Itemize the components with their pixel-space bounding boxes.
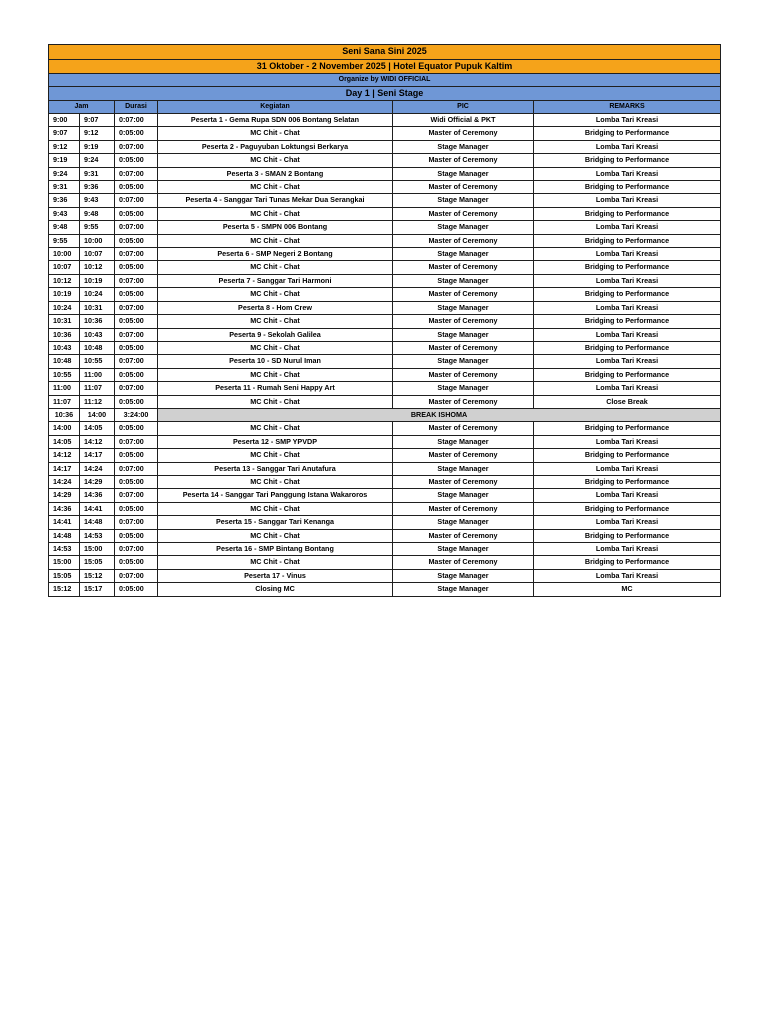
duration: 0:07:00: [115, 221, 158, 234]
duration: 0:05:00: [115, 127, 158, 140]
end-time: 15:17: [80, 583, 115, 596]
end-time: 9:19: [80, 140, 115, 153]
title-row: [49, 45, 721, 60]
col-header-jam: Jam: [49, 101, 115, 114]
duration: 0:07:00: [115, 435, 158, 448]
duration: 0:07:00: [115, 516, 158, 529]
pic: Stage Manager: [393, 328, 534, 341]
activity: Closing MC: [158, 583, 393, 596]
pic: Master of Ceremony: [393, 556, 534, 569]
start-time: 14:05: [49, 435, 80, 448]
start-time: 14:41: [49, 516, 80, 529]
start-time: 10:19: [49, 288, 80, 301]
activity: Peserta 12 - SMP YPVDP: [158, 435, 393, 448]
end-time: 10:43: [80, 328, 115, 341]
remarks: Bridging to Performance: [534, 181, 721, 194]
table-row: [49, 248, 721, 261]
rundown-table: [48, 44, 721, 597]
remarks: Bridging to Performance: [534, 154, 721, 167]
activity: MC Chit - Chat: [158, 422, 393, 435]
end-time: 14:36: [80, 489, 115, 502]
duration: 0:05:00: [115, 583, 158, 596]
end-time: 14:12: [80, 435, 115, 448]
start-time: 9:07: [49, 127, 80, 140]
table-row: [49, 368, 721, 381]
start-time: 10:36: [49, 408, 80, 421]
duration: 0:07:00: [115, 569, 158, 582]
activity: MC Chit - Chat: [158, 234, 393, 247]
remarks: Lomba Tari Kreasi: [534, 114, 721, 127]
activity: Peserta 3 - SMAN 2 Bontang: [158, 167, 393, 180]
activity: MC Chit - Chat: [158, 341, 393, 354]
table-row: [49, 315, 721, 328]
remarks: MC: [534, 583, 721, 596]
start-time: 9:00: [49, 114, 80, 127]
start-time: 14:53: [49, 543, 80, 556]
remarks: Lomba Tari Kreasi: [534, 489, 721, 502]
col-header-kegiatan: Kegiatan: [158, 101, 393, 114]
end-time: 9:12: [80, 127, 115, 140]
activity: Peserta 10 - SD Nurul Iman: [158, 355, 393, 368]
start-time: 14:36: [49, 502, 80, 515]
end-time: 14:29: [80, 475, 115, 488]
remarks: Lomba Tari Kreasi: [534, 328, 721, 341]
start-time: 11:07: [49, 395, 80, 408]
activity: Peserta 4 - Sanggar Tari Tunas Mekar Dua Serangkai: [158, 194, 393, 207]
col-header-pic: PIC: [393, 101, 534, 114]
table-row: [49, 516, 721, 529]
duration: 0:05:00: [115, 181, 158, 194]
start-time: 14:12: [49, 449, 80, 462]
remarks: Bridging to Performance: [534, 341, 721, 354]
table-row: [49, 221, 721, 234]
remarks: Lomba Tari Kreasi: [534, 355, 721, 368]
start-time: 14:00: [49, 422, 80, 435]
pic: Stage Manager: [393, 489, 534, 502]
end-time: 10:19: [80, 274, 115, 287]
start-time: 14:24: [49, 475, 80, 488]
start-time: 9:55: [49, 234, 80, 247]
remarks: Lomba Tari Kreasi: [534, 569, 721, 582]
start-time: 9:19: [49, 154, 80, 167]
start-time: 14:17: [49, 462, 80, 475]
end-time: 9:36: [80, 181, 115, 194]
end-time: 10:07: [80, 248, 115, 261]
pic: Stage Manager: [393, 140, 534, 153]
start-time: 9:31: [49, 181, 80, 194]
remarks: Lomba Tari Kreasi: [534, 248, 721, 261]
pic: Master of Ceremony: [393, 154, 534, 167]
start-time: 14:48: [49, 529, 80, 542]
duration: 0:07:00: [115, 382, 158, 395]
table-row: [49, 234, 721, 247]
pic: Stage Manager: [393, 274, 534, 287]
pic: Master of Ceremony: [393, 395, 534, 408]
end-time: 10:12: [80, 261, 115, 274]
duration: 0:07:00: [115, 355, 158, 368]
activity: MC Chit - Chat: [158, 368, 393, 381]
pic: Master of Ceremony: [393, 529, 534, 542]
activity: MC Chit - Chat: [158, 181, 393, 194]
event-title: Seni Sana Sini 2025: [49, 45, 721, 60]
start-time: 15:12: [49, 583, 80, 596]
remarks: Lomba Tari Kreasi: [534, 301, 721, 314]
pic: Stage Manager: [393, 462, 534, 475]
start-time: 10:55: [49, 368, 80, 381]
activity: Peserta 14 - Sanggar Tari Panggung Istana Wakaroros: [158, 489, 393, 502]
start-time: 10:12: [49, 274, 80, 287]
activity: Peserta 8 - Hom Crew: [158, 301, 393, 314]
end-time: 15:05: [80, 556, 115, 569]
pic: Stage Manager: [393, 435, 534, 448]
table-row: [49, 462, 721, 475]
remarks: Close Break: [534, 395, 721, 408]
table-row: [49, 583, 721, 596]
date-venue-row: [49, 59, 721, 74]
pic: Master of Ceremony: [393, 234, 534, 247]
end-time: 14:05: [80, 422, 115, 435]
start-time: 9:36: [49, 194, 80, 207]
start-time: 10:36: [49, 328, 80, 341]
pic: Master of Ceremony: [393, 449, 534, 462]
col-header-remarks: REMARKS: [534, 101, 721, 114]
table-row: [49, 449, 721, 462]
remarks: Bridging to Performance: [534, 449, 721, 462]
remarks: Lomba Tari Kreasi: [534, 462, 721, 475]
activity: MC Chit - Chat: [158, 529, 393, 542]
activity: MC Chit - Chat: [158, 449, 393, 462]
duration: 0:05:00: [115, 502, 158, 515]
table-row: [49, 301, 721, 314]
table-row: [49, 261, 721, 274]
activity: MC Chit - Chat: [158, 502, 393, 515]
remarks: Bridging to Performance: [534, 502, 721, 515]
table-row: [49, 543, 721, 556]
table-row: [49, 382, 721, 395]
end-time: 9:24: [80, 154, 115, 167]
start-time: 10:07: [49, 261, 80, 274]
remarks: Lomba Tari Kreasi: [534, 516, 721, 529]
activity: Peserta 17 - Vinus: [158, 569, 393, 582]
end-time: 14:24: [80, 462, 115, 475]
end-time: 9:55: [80, 221, 115, 234]
pic: Master of Ceremony: [393, 315, 534, 328]
activity: Peserta 13 - Sanggar Tari Anutafura: [158, 462, 393, 475]
pic: Stage Manager: [393, 382, 534, 395]
pic: Master of Ceremony: [393, 261, 534, 274]
pic: Stage Manager: [393, 194, 534, 207]
pic: Stage Manager: [393, 221, 534, 234]
break-row: [49, 408, 721, 421]
remarks: Bridging to Performance: [534, 315, 721, 328]
activity: MC Chit - Chat: [158, 556, 393, 569]
day-row: [49, 87, 721, 101]
activity: MC Chit - Chat: [158, 475, 393, 488]
remarks: Lomba Tari Kreasi: [534, 167, 721, 180]
start-time: 9:12: [49, 140, 80, 153]
duration: 0:05:00: [115, 529, 158, 542]
table-row: [49, 529, 721, 542]
activity: Peserta 16 - SMP Bintang Bontang: [158, 543, 393, 556]
end-time: 9:43: [80, 194, 115, 207]
end-time: 14:48: [80, 516, 115, 529]
table-row: [49, 489, 721, 502]
remarks: Lomba Tari Kreasi: [534, 435, 721, 448]
pic: Master of Ceremony: [393, 502, 534, 515]
start-time: 15:00: [49, 556, 80, 569]
table-row: [49, 355, 721, 368]
end-time: 11:00: [80, 368, 115, 381]
duration: 0:07:00: [115, 274, 158, 287]
activity: MC Chit - Chat: [158, 395, 393, 408]
table-row: [49, 274, 721, 287]
start-time: 10:31: [49, 315, 80, 328]
pic: Stage Manager: [393, 301, 534, 314]
start-time: 11:00: [49, 382, 80, 395]
duration: 0:07:00: [115, 114, 158, 127]
duration: 0:05:00: [115, 288, 158, 301]
activity: MC Chit - Chat: [158, 127, 393, 140]
duration: 0:07:00: [115, 194, 158, 207]
duration: 0:05:00: [115, 556, 158, 569]
duration: 3:24:00: [115, 408, 158, 421]
duration: 0:07:00: [115, 543, 158, 556]
duration: 0:07:00: [115, 140, 158, 153]
organizer-row: [49, 74, 721, 87]
remarks: Lomba Tari Kreasi: [534, 221, 721, 234]
start-time: 10:24: [49, 301, 80, 314]
remarks: Lomba Tari Kreasi: [534, 274, 721, 287]
table-row: [49, 167, 721, 180]
end-time: 14:00: [80, 408, 115, 421]
pic: Stage Manager: [393, 248, 534, 261]
pic: Master of Ceremony: [393, 341, 534, 354]
end-time: 10:48: [80, 341, 115, 354]
remarks: Bridging to Performance: [534, 234, 721, 247]
end-time: 15:00: [80, 543, 115, 556]
end-time: 14:17: [80, 449, 115, 462]
date-venue: 31 Oktober - 2 November 2025 | Hotel Equator Pupuk Kaltim: [49, 59, 721, 74]
start-time: 9:24: [49, 167, 80, 180]
table-row: [49, 395, 721, 408]
end-time: 10:24: [80, 288, 115, 301]
table-row: [49, 140, 721, 153]
start-time: 10:43: [49, 341, 80, 354]
remarks: Bridging to Performance: [534, 207, 721, 220]
pic: Master of Ceremony: [393, 475, 534, 488]
pic: Stage Manager: [393, 583, 534, 596]
duration: 0:07:00: [115, 489, 158, 502]
remarks: Bridging to Performance: [534, 422, 721, 435]
remarks: Bridging to Performance: [534, 475, 721, 488]
table-row: [49, 475, 721, 488]
duration: 0:07:00: [115, 301, 158, 314]
duration: 0:05:00: [115, 154, 158, 167]
remarks: Bridging to Performance: [534, 368, 721, 381]
remarks: Bridging to Performance: [534, 288, 721, 301]
end-time: 9:07: [80, 114, 115, 127]
activity: MC Chit - Chat: [158, 315, 393, 328]
activity: Peserta 6 - SMP Negeri 2 Bontang: [158, 248, 393, 261]
end-time: 14:41: [80, 502, 115, 515]
duration: 0:05:00: [115, 315, 158, 328]
table-row: [49, 341, 721, 354]
activity: Peserta 9 - Sekolah Galilea: [158, 328, 393, 341]
end-time: 9:31: [80, 167, 115, 180]
remarks: Bridging to Performance: [534, 529, 721, 542]
table-row: [49, 569, 721, 582]
start-time: 10:48: [49, 355, 80, 368]
pic: Master of Ceremony: [393, 127, 534, 140]
remarks: Lomba Tari Kreasi: [534, 140, 721, 153]
duration: 0:05:00: [115, 475, 158, 488]
end-time: 10:00: [80, 234, 115, 247]
start-time: 10:00: [49, 248, 80, 261]
end-time: 11:12: [80, 395, 115, 408]
duration: 0:05:00: [115, 368, 158, 381]
pic: Widi Official & PKT: [393, 114, 534, 127]
table-row: [49, 502, 721, 515]
pic: Master of Ceremony: [393, 422, 534, 435]
duration: 0:05:00: [115, 395, 158, 408]
duration: 0:05:00: [115, 422, 158, 435]
organizer: Organize by WIDI OFFICIAL: [49, 74, 721, 87]
remarks: Lomba Tari Kreasi: [534, 382, 721, 395]
activity: Peserta 1 - Gema Rupa SDN 006 Bontang Selatan: [158, 114, 393, 127]
end-time: 10:55: [80, 355, 115, 368]
activity: MC Chit - Chat: [158, 207, 393, 220]
pic: Stage Manager: [393, 167, 534, 180]
end-time: 15:12: [80, 569, 115, 582]
remarks: Bridging to Performance: [534, 127, 721, 140]
start-time: 9:48: [49, 221, 80, 234]
activity: Peserta 7 - Sanggar Tari Harmoni: [158, 274, 393, 287]
col-header-durasi: Durasi: [115, 101, 158, 114]
pic: Stage Manager: [393, 543, 534, 556]
activity: MC Chit - Chat: [158, 288, 393, 301]
end-time: 9:48: [80, 207, 115, 220]
duration: 0:07:00: [115, 167, 158, 180]
table-row: [49, 127, 721, 140]
remarks: Bridging to Performance: [534, 556, 721, 569]
duration: 0:05:00: [115, 234, 158, 247]
pic: Stage Manager: [393, 516, 534, 529]
pic: Stage Manager: [393, 355, 534, 368]
end-time: 14:53: [80, 529, 115, 542]
activity: MC Chit - Chat: [158, 154, 393, 167]
pic: Stage Manager: [393, 569, 534, 582]
table-row: [49, 556, 721, 569]
table-row: [49, 194, 721, 207]
activity: MC Chit - Chat: [158, 261, 393, 274]
table-row: [49, 288, 721, 301]
activity: Peserta 5 - SMPN 006 Bontang: [158, 221, 393, 234]
start-time: 9:43: [49, 207, 80, 220]
duration: 0:05:00: [115, 449, 158, 462]
remarks: Bridging to Performance: [534, 261, 721, 274]
table-row: [49, 154, 721, 167]
break-label: BREAK ISHOMA: [158, 408, 721, 421]
remarks: Lomba Tari Kreasi: [534, 194, 721, 207]
duration: 0:05:00: [115, 341, 158, 354]
table-row: [49, 181, 721, 194]
end-time: 10:36: [80, 315, 115, 328]
table-row: [49, 328, 721, 341]
table-row: [49, 114, 721, 127]
table-row: [49, 435, 721, 448]
duration: 0:07:00: [115, 462, 158, 475]
day-label: Day 1 | Seni Stage: [49, 87, 721, 101]
column-header-row: [49, 101, 721, 114]
duration: 0:05:00: [115, 261, 158, 274]
start-time: 14:29: [49, 489, 80, 502]
pic: Master of Ceremony: [393, 181, 534, 194]
pic: Master of Ceremony: [393, 207, 534, 220]
pic: Master of Ceremony: [393, 368, 534, 381]
table-row: [49, 207, 721, 220]
start-time: 15:05: [49, 569, 80, 582]
table-row: [49, 422, 721, 435]
duration: 0:05:00: [115, 207, 158, 220]
duration: 0:07:00: [115, 248, 158, 261]
end-time: 11:07: [80, 382, 115, 395]
pic: Master of Ceremony: [393, 288, 534, 301]
activity: Peserta 15 - Sanggar Tari Kenanga: [158, 516, 393, 529]
duration: 0:07:00: [115, 328, 158, 341]
end-time: 10:31: [80, 301, 115, 314]
activity: Peserta 11 - Rumah Seni Happy Art: [158, 382, 393, 395]
activity: Peserta 2 - Paguyuban Loktungsi Berkarya: [158, 140, 393, 153]
remarks: Lomba Tari Kreasi: [534, 543, 721, 556]
